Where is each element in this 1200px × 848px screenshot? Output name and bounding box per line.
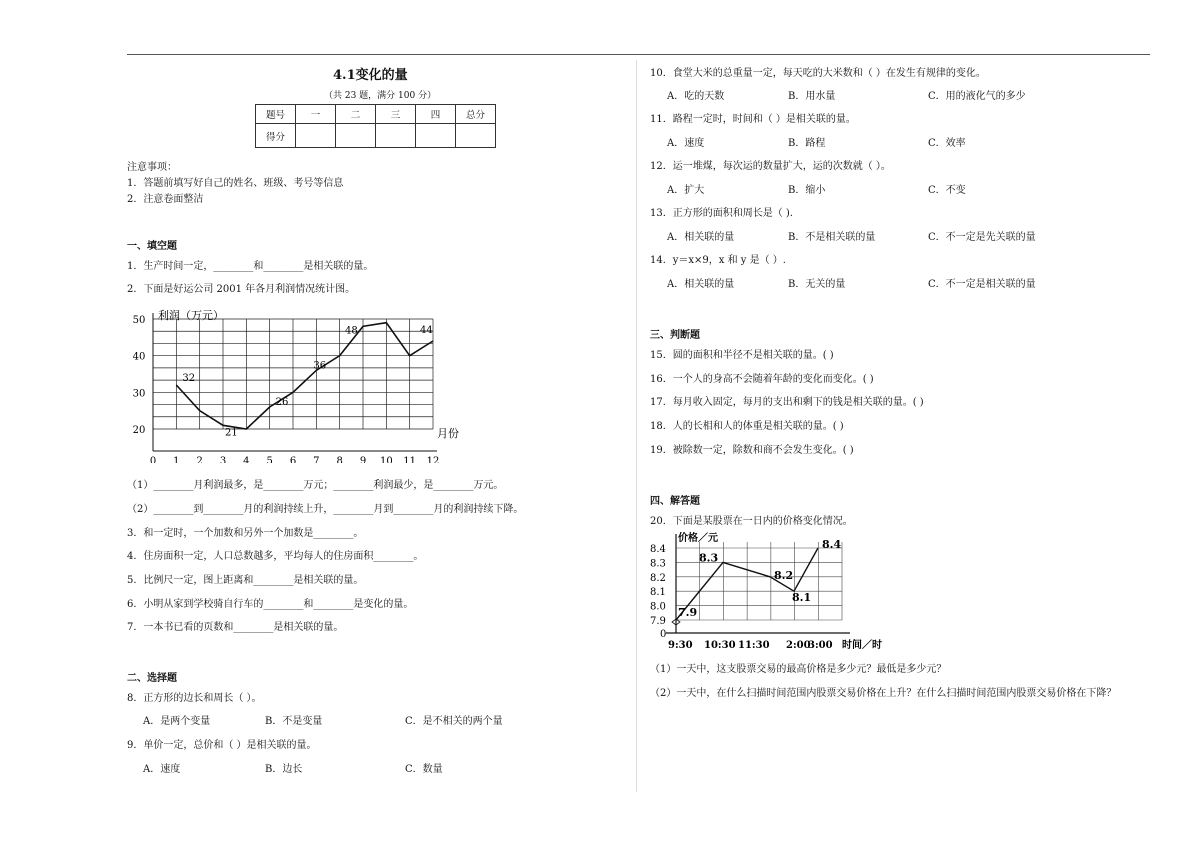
q8-option-a[interactable]: A．是两个变量 bbox=[143, 716, 211, 727]
question-14: 14．y＝x×9，x 和 y 是（ ）. bbox=[650, 255, 786, 266]
score-cell: 总分 bbox=[456, 105, 496, 124]
page-subtitle: （共 23 题，满分 100 分） bbox=[324, 91, 437, 101]
notice-heading: 注意事项： bbox=[127, 162, 177, 173]
score-cell[interactable] bbox=[416, 124, 456, 148]
score-cell: 得分 bbox=[256, 124, 296, 148]
question-4: 4．住房面积一定，人口总数越多，平均每人的住房面积________。 bbox=[127, 551, 424, 562]
y-tick-label: 8.1 bbox=[650, 587, 666, 599]
q9-option-b[interactable]: B．边长 bbox=[265, 764, 303, 775]
x-tick-label: 2 bbox=[196, 456, 203, 463]
x-tick-label: 3 bbox=[219, 456, 227, 463]
data-labels bbox=[182, 325, 432, 438]
score-cell: 三 bbox=[376, 105, 416, 124]
y-tick-labels bbox=[133, 315, 145, 436]
origin-label: 0 bbox=[660, 629, 667, 640]
data-label: 8.1 bbox=[792, 591, 812, 605]
data-label: 26 bbox=[275, 397, 289, 408]
x-tick-label: 10 bbox=[379, 456, 393, 463]
data-label: 32 bbox=[182, 373, 196, 384]
y-tick-label: 30 bbox=[133, 388, 146, 400]
question-9: 9．单价一定，总价和（ ）是相关联的量。 bbox=[127, 740, 317, 751]
section-title: 二、选择题 bbox=[127, 673, 177, 684]
question-12: 12．运一堆煤，每次运的数量扩大，运的次数就（ ）。 bbox=[650, 161, 891, 172]
score-cell: 四 bbox=[416, 105, 456, 124]
score-cell: 一 bbox=[296, 105, 336, 124]
score-cell: 题号 bbox=[256, 105, 296, 124]
notice-item: 1．答题前填写好自己的姓名、班级、考号等信息 bbox=[127, 178, 344, 189]
question-15: 15．圆的面积和半径不是相关联的量。( ) bbox=[650, 350, 834, 361]
question-1: 1．生产时间一定，________和________是相关联的量。 bbox=[127, 261, 374, 272]
x-tick-label: 11:30 bbox=[738, 640, 770, 651]
q12-option-b[interactable]: B．缩小 bbox=[788, 185, 826, 196]
question-2: 2．下面是好运公司 2001 年各月利润情况统计图。 bbox=[127, 284, 356, 295]
x-axis-label: 月份 bbox=[437, 427, 459, 440]
q12-option-a[interactable]: A．扩大 bbox=[667, 185, 705, 196]
page-title: 4.1变化的量 bbox=[333, 68, 408, 83]
y-tick-label: 8.0 bbox=[650, 601, 666, 613]
score-cell[interactable] bbox=[456, 124, 496, 148]
data-label: 8.4 bbox=[822, 538, 842, 551]
notice-item: 2．注意卷面整洁 bbox=[127, 194, 204, 205]
question-5: 5．比例尺一定，图上距离和________是相关联的量。 bbox=[127, 575, 364, 586]
section-title: 三、判断题 bbox=[650, 330, 700, 341]
q8-option-b[interactable]: B．不是变量 bbox=[265, 716, 323, 727]
x-tick-label: 8 bbox=[336, 456, 343, 463]
data-label: 36 bbox=[313, 360, 327, 372]
q13-option-b[interactable]: B．不是相关联的量 bbox=[788, 232, 876, 243]
x-tick-labels bbox=[668, 640, 833, 651]
question-17: 17．每月收入固定，每月的支出和剩下的钱是相关联的量。( ) bbox=[650, 397, 924, 408]
profit-line-chart bbox=[133, 303, 473, 463]
q10-option-c[interactable]: C．用的液化气的多少 bbox=[928, 91, 1026, 102]
x-tick-label: 1 bbox=[173, 456, 180, 463]
question-11: 11．路程一定时，时间和（ ）是相关联的量。 bbox=[650, 114, 856, 125]
q11-option-b[interactable]: B．路程 bbox=[788, 138, 826, 149]
question-3: 3．和一定时，一个加数和另外一个加数是________。 bbox=[127, 528, 364, 539]
x-tick-label: 5 bbox=[266, 456, 273, 463]
data-label: 48 bbox=[345, 325, 358, 337]
y-axis-label: 价格／元 bbox=[678, 533, 718, 544]
y-tick-label: 8.3 bbox=[650, 558, 666, 570]
y-tick-label: 7.9 bbox=[650, 616, 666, 627]
score-cell[interactable] bbox=[296, 124, 336, 148]
x-tick-label: 3:00 bbox=[808, 640, 833, 651]
top-rule bbox=[127, 54, 1150, 55]
question-2-part-2: （2）________到________月的利润持续上升，________月到________月的利润持续下降。 bbox=[127, 504, 524, 515]
q11-option-c[interactable]: C．效率 bbox=[928, 138, 966, 149]
question-10: 10．食堂大米的总重量一定，每天吃的大米数和（ ）在发生有规律的变化。 bbox=[650, 68, 986, 79]
y-tick-labels bbox=[650, 544, 666, 627]
y-tick-label: 8.4 bbox=[650, 544, 666, 555]
q10-option-a[interactable]: A．吃的天数 bbox=[667, 91, 725, 102]
x-tick-label: 11 bbox=[403, 456, 417, 463]
score-cell[interactable] bbox=[376, 124, 416, 148]
x-axis-label: 时间／时 bbox=[842, 640, 882, 651]
x-tick-label: 9:30 bbox=[668, 640, 693, 651]
q11-option-a[interactable]: A．速度 bbox=[667, 138, 705, 149]
question-19: 19．被除数一定，除数和商不会发生变化。( ) bbox=[650, 445, 854, 456]
question-16: 16．一个人的身高不会随着年龄的变化而变化。( ) bbox=[650, 374, 874, 385]
question-20: 20．下面是某股票在一日内的价格变化情况。 bbox=[650, 516, 853, 527]
x-tick-label: 9 bbox=[359, 456, 367, 463]
q14-option-b[interactable]: B．无关的量 bbox=[788, 279, 846, 290]
question-7: 7．一本书已看的页数和________是相关联的量。 bbox=[127, 622, 344, 633]
data-label: 8.3 bbox=[699, 551, 719, 565]
y-tick-label: 50 bbox=[133, 315, 146, 326]
data-label: 44 bbox=[420, 325, 433, 336]
section-title: 四、解答题 bbox=[650, 496, 700, 507]
score-table bbox=[255, 104, 496, 148]
question-20-part-2: （2）一天中，在什么扫描时间范围内股票交易价格在上升？在什么扫描时间范围内股票交易价格在下降？ bbox=[650, 688, 1117, 699]
stock-price-chart bbox=[646, 530, 896, 655]
x-tick-label: 0 bbox=[149, 456, 157, 463]
q13-option-c[interactable]: C．不一定是先关联的量 bbox=[928, 232, 1036, 243]
score-table-header-row bbox=[256, 105, 496, 124]
x-tick-label: 4 bbox=[243, 456, 250, 463]
question-13: 13．正方形的面积和周长是（ ). bbox=[650, 208, 793, 219]
q8-option-c[interactable]: C．是不相关的两个量 bbox=[405, 716, 503, 727]
data-label: 21 bbox=[225, 427, 238, 439]
x-tick-label: 7 bbox=[313, 456, 320, 463]
data-label: 7.9 bbox=[678, 606, 698, 619]
y-tick-label: 8.2 bbox=[650, 572, 666, 584]
column-divider bbox=[636, 60, 637, 792]
x-tick-label: 2:00 bbox=[786, 640, 811, 651]
data-label: 8.2 bbox=[774, 568, 794, 582]
y-tick-label: 20 bbox=[133, 425, 146, 436]
x-tick-label: 6 bbox=[289, 456, 297, 463]
question-18: 18．人的长相和人的体重是相关联的量。( ) bbox=[650, 421, 844, 432]
section-title: 一、填空题 bbox=[127, 241, 177, 252]
q13-option-a[interactable]: A．相关联的量 bbox=[667, 232, 735, 243]
score-table-score-row bbox=[256, 124, 496, 148]
q14-option-c[interactable]: C．不一定是相关联的量 bbox=[928, 279, 1036, 290]
q9-option-c[interactable]: C．数量 bbox=[405, 764, 443, 775]
q10-option-b[interactable]: B．用水量 bbox=[788, 91, 836, 102]
profit-line bbox=[176, 323, 433, 429]
q12-option-c[interactable]: C．不变 bbox=[928, 185, 966, 196]
question-20-part-1: （1）一天中，这支股票交易的最高价格是多少元？最低是多少元？ bbox=[650, 664, 947, 675]
question-6: 6．小明从家到学校骑自行车的________和________是变化的量。 bbox=[127, 599, 414, 610]
question-2-part-1: （1）________月利润最多，是________万元；________利润最少，是________万元。 bbox=[127, 480, 504, 491]
score-cell: 二 bbox=[336, 105, 376, 124]
question-8: 8．正方形的边长和周长（ ）。 bbox=[127, 693, 262, 704]
x-tick-label: 10:30 bbox=[704, 640, 736, 651]
score-cell[interactable] bbox=[336, 124, 376, 148]
q9-option-a[interactable]: A．速度 bbox=[143, 764, 181, 775]
q14-option-a[interactable]: A．相关联的量 bbox=[667, 279, 735, 290]
x-tick-label: 12 bbox=[426, 456, 440, 463]
y-tick-label: 40 bbox=[133, 351, 146, 363]
y-axis-label: 利润（万元） bbox=[158, 309, 224, 322]
x-tick-labels bbox=[150, 456, 440, 463]
